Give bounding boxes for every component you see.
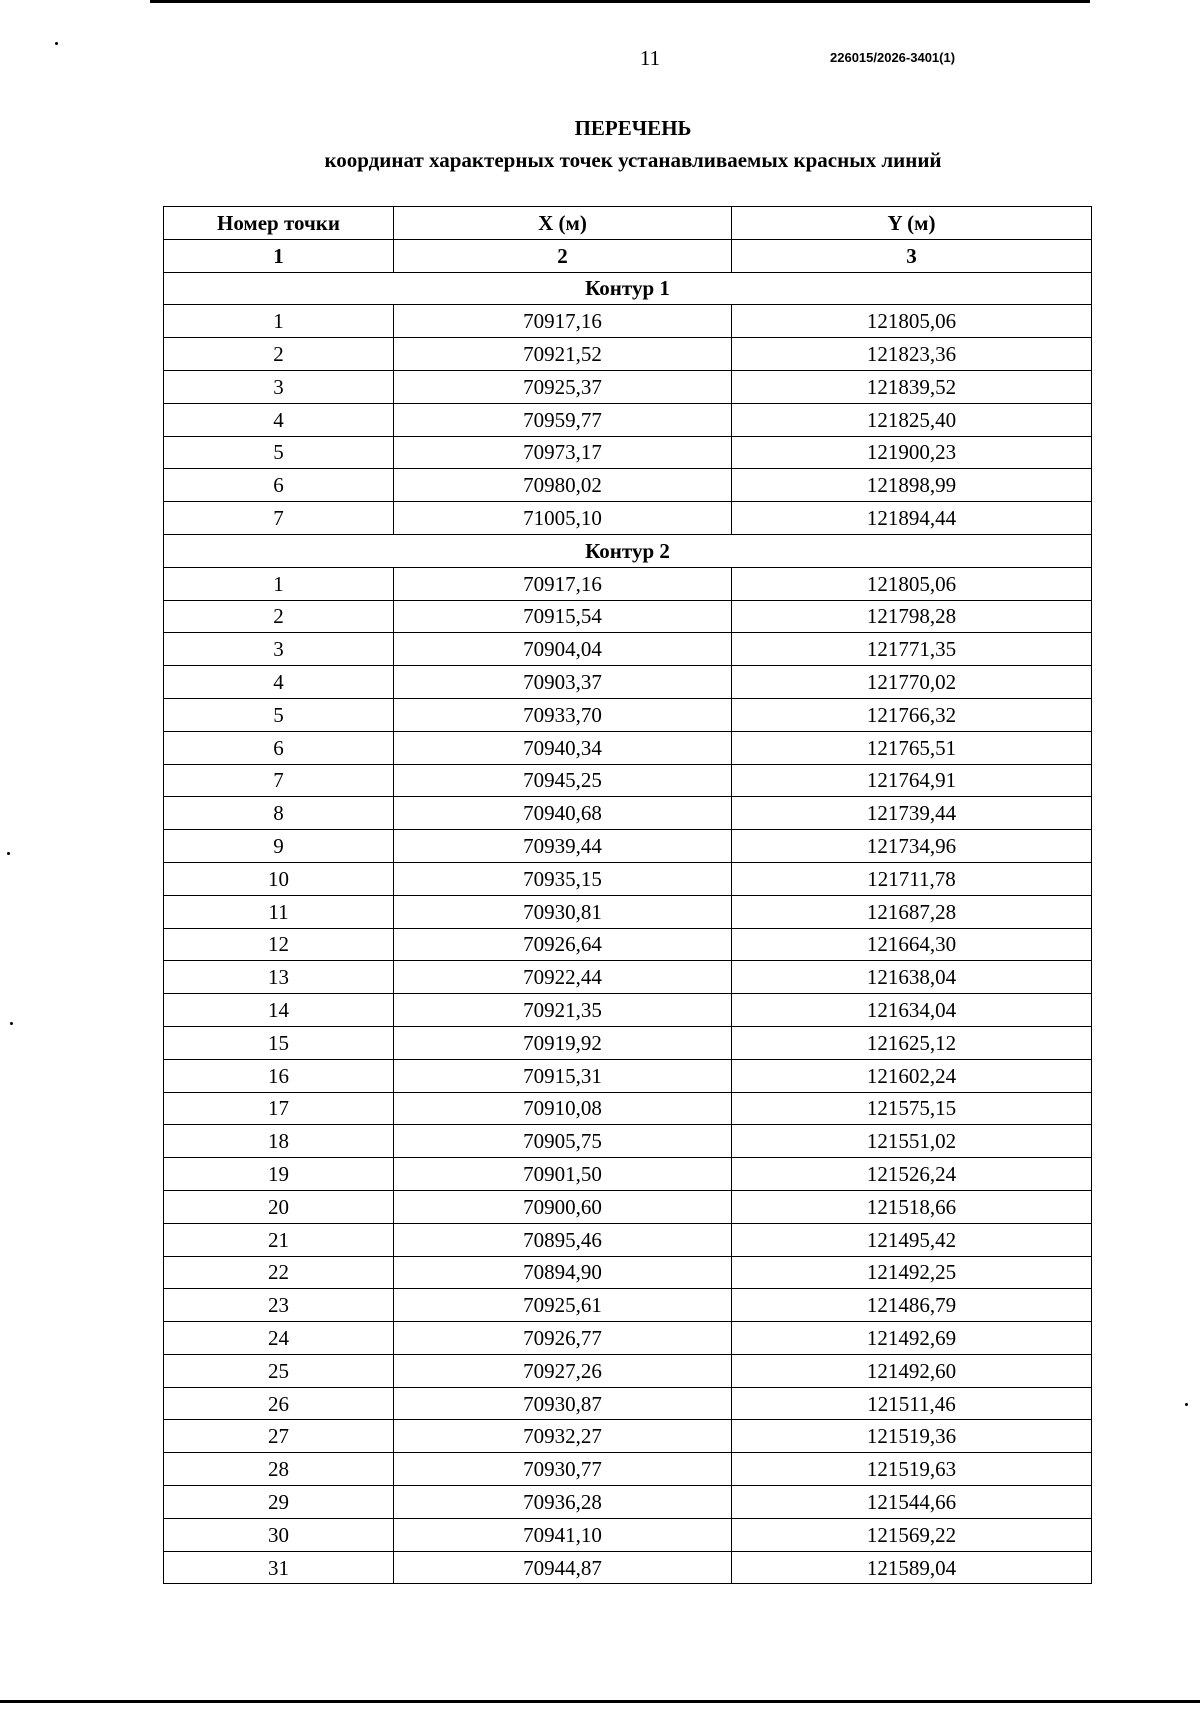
x-coordinate-cell: 70973,17 (394, 436, 732, 469)
y-coordinate-cell: 121575,15 (732, 1092, 1092, 1125)
y-coordinate-cell: 121519,36 (732, 1420, 1092, 1453)
y-coordinate-cell: 121486,79 (732, 1289, 1092, 1322)
y-coordinate-cell: 121492,60 (732, 1354, 1092, 1387)
x-coordinate-cell: 70919,92 (394, 1026, 732, 1059)
y-coordinate-cell: 121664,30 (732, 928, 1092, 961)
table-row (164, 1387, 1092, 1420)
y-coordinate-cell: 121519,63 (732, 1453, 1092, 1486)
y-coordinate-cell: 121551,02 (732, 1125, 1092, 1158)
point-number-cell: 1 (164, 567, 394, 600)
y-coordinate-cell: 121765,51 (732, 731, 1092, 764)
table-row (164, 895, 1092, 928)
y-coordinate-cell: 121823,36 (732, 338, 1092, 371)
point-number-cell: 23 (164, 1289, 394, 1322)
table-row (164, 1158, 1092, 1191)
point-number-cell: 6 (164, 469, 394, 502)
point-number-cell: 28 (164, 1453, 394, 1486)
point-number-cell: 25 (164, 1354, 394, 1387)
point-number-cell: 12 (164, 928, 394, 961)
y-coordinate-cell: 121805,06 (732, 567, 1092, 600)
y-coordinate-cell: 121764,91 (732, 764, 1092, 797)
table-row (164, 1092, 1092, 1125)
table-row (164, 436, 1092, 469)
coordinates-body (164, 272, 1092, 1584)
y-coordinate-cell: 121798,28 (732, 600, 1092, 633)
table-row (164, 1518, 1092, 1551)
document-id: 226015/2026-3401(1) (830, 50, 956, 65)
y-coordinate-cell: 121638,04 (732, 961, 1092, 994)
table-row (164, 1453, 1092, 1486)
top-scan-rule (150, 0, 1090, 3)
scan-speck (7, 852, 10, 855)
x-coordinate-cell: 70959,77 (394, 403, 732, 436)
table-row (164, 469, 1092, 502)
point-number-cell: 6 (164, 731, 394, 764)
x-coordinate-cell: 70940,68 (394, 797, 732, 830)
x-coordinate-cell: 70915,54 (394, 600, 732, 633)
x-coordinate-cell: 70940,34 (394, 731, 732, 764)
y-coordinate-cell: 121900,23 (732, 436, 1092, 469)
x-coordinate-cell: 70930,81 (394, 895, 732, 928)
point-number-cell: 3 (164, 633, 394, 666)
table-row (164, 1059, 1092, 1092)
y-coordinate-cell: 121687,28 (732, 895, 1092, 928)
scan-speck (10, 1022, 13, 1025)
point-number-cell: 13 (164, 961, 394, 994)
y-coordinate-cell: 121898,99 (732, 469, 1092, 502)
x-coordinate-cell: 70930,77 (394, 1453, 732, 1486)
bottom-scan-rule (0, 1700, 1200, 1703)
x-coordinate-cell: 70921,52 (394, 338, 732, 371)
table-row (164, 567, 1092, 600)
x-coordinate-cell: 70904,04 (394, 633, 732, 666)
table-row (164, 961, 1092, 994)
table-row (164, 370, 1092, 403)
x-coordinate-cell: 70921,35 (394, 994, 732, 1027)
y-coordinate-cell: 121569,22 (732, 1518, 1092, 1551)
x-coordinate-cell: 70925,61 (394, 1289, 732, 1322)
x-coordinate-cell: 70936,28 (394, 1486, 732, 1519)
point-number-cell: 4 (164, 403, 394, 436)
y-coordinate-cell: 121894,44 (732, 502, 1092, 535)
header-y: Y (м) (732, 207, 1092, 240)
x-coordinate-cell: 70927,26 (394, 1354, 732, 1387)
column-number-row (164, 239, 1092, 272)
x-coordinate-cell: 71005,10 (394, 502, 732, 535)
page-title: ПЕРЕЧЕНЬ (574, 116, 692, 140)
page-subtitle: координат характерных точек устанавливаемых красных линий (324, 148, 942, 172)
y-coordinate-cell: 121771,35 (732, 633, 1092, 666)
table-row (164, 1486, 1092, 1519)
column-number: 3 (732, 239, 1092, 272)
point-number-cell: 21 (164, 1223, 394, 1256)
table-row (164, 600, 1092, 633)
point-number-cell: 30 (164, 1518, 394, 1551)
y-coordinate-cell: 121805,06 (732, 305, 1092, 338)
table-row (164, 1322, 1092, 1355)
table-row (164, 1190, 1092, 1223)
x-coordinate-cell: 70917,16 (394, 567, 732, 600)
column-number: 2 (394, 239, 732, 272)
y-coordinate-cell: 121544,66 (732, 1486, 1092, 1519)
point-number-cell: 7 (164, 764, 394, 797)
x-coordinate-cell: 70905,75 (394, 1125, 732, 1158)
y-coordinate-cell: 121511,46 (732, 1387, 1092, 1420)
table-row (164, 1289, 1092, 1322)
table-row (164, 403, 1092, 436)
y-coordinate-cell: 121526,24 (732, 1158, 1092, 1191)
x-coordinate-cell: 70939,44 (394, 830, 732, 863)
y-coordinate-cell: 121625,12 (732, 1026, 1092, 1059)
table-row (164, 698, 1092, 731)
x-coordinate-cell: 70915,31 (394, 1059, 732, 1092)
point-number-cell: 20 (164, 1190, 394, 1223)
point-number-cell: 10 (164, 862, 394, 895)
y-coordinate-cell: 121492,25 (732, 1256, 1092, 1289)
section-row (164, 534, 1092, 567)
x-coordinate-cell: 70925,37 (394, 370, 732, 403)
x-coordinate-cell: 70910,08 (394, 1092, 732, 1125)
table-row (164, 1026, 1092, 1059)
x-coordinate-cell: 70941,10 (394, 1518, 732, 1551)
point-number-cell: 27 (164, 1420, 394, 1453)
column-number: 1 (164, 239, 394, 272)
point-number-cell: 26 (164, 1387, 394, 1420)
point-number-cell: 1 (164, 305, 394, 338)
header-row (164, 207, 1092, 240)
point-number-cell: 14 (164, 994, 394, 1027)
y-coordinate-cell: 121825,40 (732, 403, 1092, 436)
y-coordinate-cell: 121734,96 (732, 830, 1092, 863)
point-number-cell: 24 (164, 1322, 394, 1355)
point-number-cell: 19 (164, 1158, 394, 1191)
x-coordinate-cell: 70980,02 (394, 469, 732, 502)
y-coordinate-cell: 121711,78 (732, 862, 1092, 895)
point-number-cell: 15 (164, 1026, 394, 1059)
point-number-cell: 9 (164, 830, 394, 863)
section-row (164, 272, 1092, 305)
point-number-cell: 11 (164, 895, 394, 928)
point-number-cell: 16 (164, 1059, 394, 1092)
y-coordinate-cell: 121589,04 (732, 1551, 1092, 1584)
point-number-cell: 2 (164, 338, 394, 371)
x-coordinate-cell: 70900,60 (394, 1190, 732, 1223)
table-row (164, 633, 1092, 666)
table-row (164, 666, 1092, 699)
scan-speck (1185, 1403, 1188, 1406)
x-coordinate-cell: 70901,50 (394, 1158, 732, 1191)
y-coordinate-cell: 121766,32 (732, 698, 1092, 731)
point-number-cell: 17 (164, 1092, 394, 1125)
x-coordinate-cell: 70903,37 (394, 666, 732, 699)
x-coordinate-cell: 70926,64 (394, 928, 732, 961)
point-number-cell: 7 (164, 502, 394, 535)
header-x: X (м) (394, 207, 732, 240)
table-row (164, 994, 1092, 1027)
point-number-cell: 22 (164, 1256, 394, 1289)
x-coordinate-cell: 70945,25 (394, 764, 732, 797)
section-title: Контур 1 (164, 272, 1092, 305)
table-row (164, 338, 1092, 371)
point-number-cell: 18 (164, 1125, 394, 1158)
y-coordinate-cell: 121839,52 (732, 370, 1092, 403)
table-row (164, 862, 1092, 895)
point-number-cell: 4 (164, 666, 394, 699)
table-row (164, 928, 1092, 961)
point-number-cell: 5 (164, 436, 394, 469)
y-coordinate-cell: 121518,66 (732, 1190, 1092, 1223)
table-row (164, 731, 1092, 764)
x-coordinate-cell: 70922,44 (394, 961, 732, 994)
x-coordinate-cell: 70926,77 (394, 1322, 732, 1355)
y-coordinate-cell: 121602,24 (732, 1059, 1092, 1092)
x-coordinate-cell: 70894,90 (394, 1256, 732, 1289)
y-coordinate-cell: 121739,44 (732, 797, 1092, 830)
x-coordinate-cell: 70935,15 (394, 862, 732, 895)
table-row (164, 1354, 1092, 1387)
page-number: 11 (639, 46, 661, 70)
header-point-number: Номер точки (164, 207, 394, 240)
point-number-cell: 3 (164, 370, 394, 403)
coordinates-table (163, 206, 1092, 1584)
table-row (164, 1420, 1092, 1453)
table-row (164, 1223, 1092, 1256)
table-row (164, 830, 1092, 863)
point-number-cell: 2 (164, 600, 394, 633)
x-coordinate-cell: 70932,27 (394, 1420, 732, 1453)
x-coordinate-cell: 70933,70 (394, 698, 732, 731)
point-number-cell: 5 (164, 698, 394, 731)
x-coordinate-cell: 70944,87 (394, 1551, 732, 1584)
y-coordinate-cell: 121492,69 (732, 1322, 1092, 1355)
x-coordinate-cell: 70930,87 (394, 1387, 732, 1420)
x-coordinate-cell: 70895,46 (394, 1223, 732, 1256)
point-number-cell: 31 (164, 1551, 394, 1584)
table-row (164, 1125, 1092, 1158)
y-coordinate-cell: 121770,02 (732, 666, 1092, 699)
y-coordinate-cell: 121495,42 (732, 1223, 1092, 1256)
point-number-cell: 8 (164, 797, 394, 830)
point-number-cell: 29 (164, 1486, 394, 1519)
scan-speck (55, 42, 58, 45)
table-row (164, 797, 1092, 830)
table-row (164, 305, 1092, 338)
table-row (164, 502, 1092, 535)
table-row (164, 764, 1092, 797)
section-title: Контур 2 (164, 534, 1092, 567)
y-coordinate-cell: 121634,04 (732, 994, 1092, 1027)
table-row (164, 1256, 1092, 1289)
x-coordinate-cell: 70917,16 (394, 305, 732, 338)
table-row (164, 1551, 1092, 1584)
